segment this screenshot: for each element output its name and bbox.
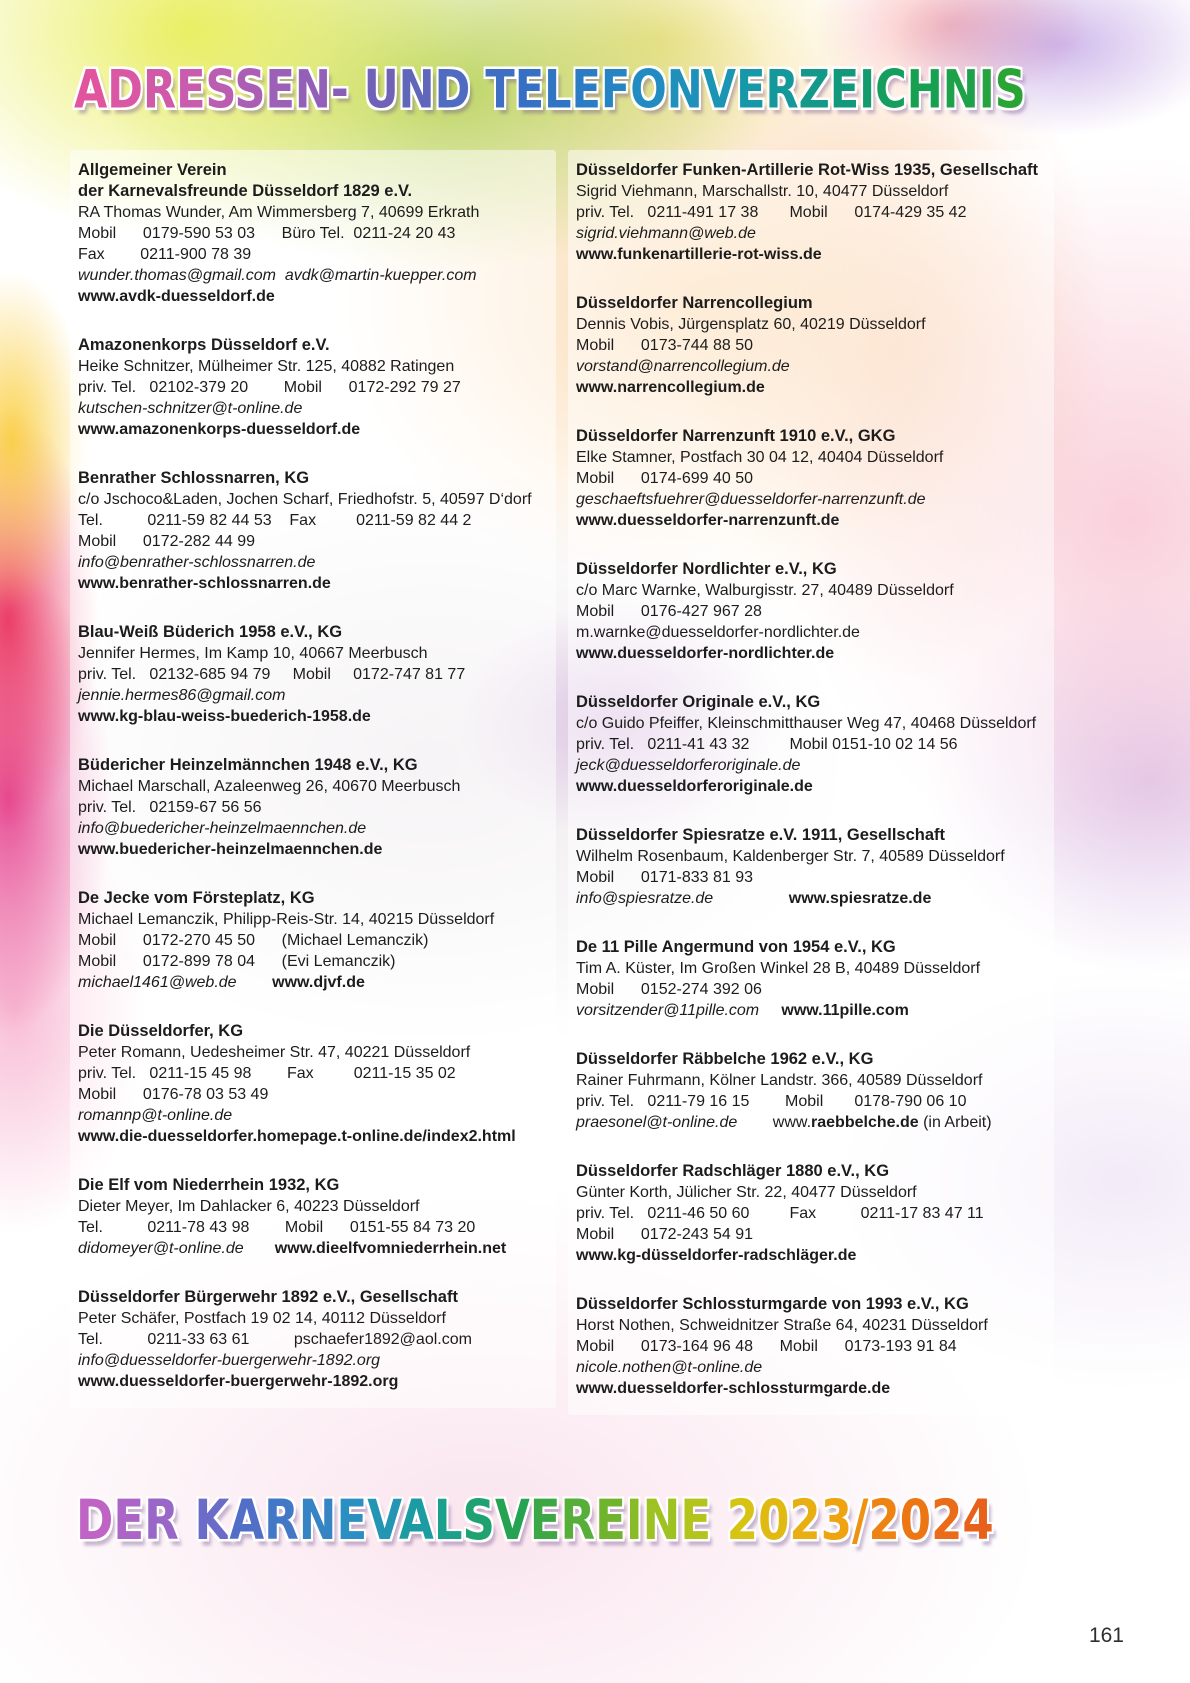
entry-line <box>576 223 1046 244</box>
entry-line-segment: Mobil 0179-590 53 03 Büro Tel. 0211-24 20 43 <box>78 225 456 242</box>
directory-entry <box>576 160 1046 265</box>
entry-line <box>576 601 1046 622</box>
title-letter: R <box>144 1488 179 1553</box>
entry-line <box>78 244 548 265</box>
entry-name: Allgemeiner Verein <box>78 161 227 179</box>
entry-line <box>78 202 548 223</box>
entry-line-segment: vorsitzender@11pille.com <box>576 1002 760 1019</box>
title-letter: A <box>74 60 108 121</box>
directory-entry <box>576 825 1046 909</box>
entry-line <box>576 489 1046 510</box>
entry-line <box>78 930 548 951</box>
entry-line-segment: michael1461@web.de <box>78 974 237 991</box>
entry-line-segment: www.spiesratze.de <box>788 890 932 907</box>
entry-line <box>78 685 548 706</box>
entry-line <box>576 755 1046 776</box>
title-letter: E <box>514 60 545 121</box>
title-letter: N <box>398 60 435 121</box>
entry-line <box>78 1238 548 1259</box>
entry-line <box>576 580 1046 601</box>
entry-name: Düsseldorfer Nordlichter e.V., KG <box>576 560 837 578</box>
directory-entry <box>78 1175 548 1259</box>
entry-line <box>78 398 548 419</box>
entry-line-segment: kutschen-schnitzer@t-online.de <box>78 400 303 417</box>
entry-line <box>78 1329 548 1350</box>
directory-entry <box>576 426 1046 531</box>
title-letter: V <box>494 1488 530 1553</box>
entry-line <box>576 1357 1046 1378</box>
entry-line-segment: www.duesseldorfer-narrenzunft.de <box>576 512 840 529</box>
title-letter: E <box>336 1488 368 1553</box>
entry-line-segment: info@spiesratze.de <box>576 890 714 907</box>
title-letter: 2 <box>789 1488 821 1553</box>
directory-columns <box>70 150 1054 1415</box>
entry-line-segment: www.narrencollegium.de <box>576 379 765 396</box>
title-letter: R <box>142 60 177 121</box>
entry-line-segment <box>244 1240 275 1257</box>
title-letter: 4 <box>962 1488 994 1553</box>
title-letter: L <box>544 60 572 121</box>
entry-line <box>78 1126 548 1147</box>
entry-line-segment: Mobil 0172-243 54 91 <box>576 1226 754 1243</box>
entry-line <box>78 419 548 440</box>
title-letter: D <box>107 60 143 121</box>
title-letter: Z <box>798 60 830 121</box>
title-letter: V <box>367 1488 399 1553</box>
entry-line-segment: sigrid.viehmann@web.de <box>576 225 756 242</box>
entry-line-segment: Peter Schäfer, Postfach 19 02 14, 40112 Düsseldorf <box>78 1310 446 1327</box>
entry-line-segment: www.duesseldorfer-nordlichter.de <box>576 645 835 662</box>
entry-line-segment: RA Thomas Wunder, Am Wimmersberg 7, 40699 Erkrath <box>78 204 480 221</box>
entry-line-segment: romannp@t-online.de <box>78 1107 233 1124</box>
entry-line-segment: Heike Schnitzer, Mülheimer Str. 125, 40882 Ratingen <box>78 358 455 375</box>
entry-line-segment: priv. Tel. 02132-685 94 79 Mobil 0172-747 81 77 <box>78 666 466 683</box>
directory-column-left <box>70 150 556 1408</box>
entry-line-segment: Elke Stamner, Postfach 30 04 12, 40404 Düsseldorf <box>576 449 944 466</box>
entry-line <box>78 776 548 797</box>
title-letter: S <box>205 60 235 121</box>
entry-line-segment: www.amazonenkorps-duesseldorf.de <box>78 421 361 438</box>
page-subtitle <box>76 1488 994 1553</box>
entry-line-segment: priv. Tel. 0211-15 45 98 Fax 0211-15 35 02 <box>78 1065 456 1082</box>
entry-line-segment: www.dieelfvomniederrhein.net <box>274 1240 507 1257</box>
title-letter: C <box>875 60 907 121</box>
entry-line-segment: www.kg-blau-weiss-buederich-1958.de <box>78 708 371 725</box>
entry-line <box>576 1203 1046 1224</box>
entry-line <box>576 510 1046 531</box>
entry-line <box>78 286 548 307</box>
title-letter: A <box>229 1488 265 1553</box>
title-letter: 3 <box>820 1488 853 1553</box>
entry-line-segment: www.kg-düsseldorfer-radschläger.de <box>576 1247 857 1264</box>
title-letter <box>470 60 485 121</box>
entry-line-segment: info@duesseldorfer-buergerwehr-1892.org <box>78 1352 381 1369</box>
entry-line <box>78 972 548 993</box>
entry-line-segment: Dieter Meyer, Im Dahlacker 6, 40223 Düsseldorf <box>78 1198 420 1215</box>
directory-entry <box>78 1021 548 1147</box>
entry-line <box>576 1070 1046 1091</box>
entry-name: Benrather Schlossnarren, KG <box>78 469 310 487</box>
title-letter: E <box>265 60 295 121</box>
page-number: 161 <box>1088 1624 1124 1647</box>
title-letter: E <box>736 60 766 121</box>
entry-line <box>78 818 548 839</box>
entry-line <box>576 202 1046 223</box>
entry-name: der Karnevalsfreunde Düsseldorf 1829 e.V. <box>78 182 413 200</box>
entry-line <box>78 265 548 286</box>
directory-entry <box>78 468 548 594</box>
entry-line-segment <box>237 974 273 991</box>
entry-line-segment: Sigrid Viehmann, Marschallstr. 10, 40477 Düsseldorf <box>576 183 949 200</box>
entry-line-segment: raebbelche.de <box>811 1114 919 1131</box>
entry-name: Die Düsseldorfer, KG <box>78 1022 244 1040</box>
title-letter: F <box>600 60 631 121</box>
title-letter: E <box>571 60 601 121</box>
entry-line-segment <box>759 1002 781 1019</box>
title-letter: R <box>264 1488 299 1553</box>
title-letter: R <box>765 60 799 121</box>
entry-line-segment: Mobil 0174-699 40 50 <box>576 470 754 487</box>
directory-entry <box>576 559 1046 664</box>
entry-line <box>576 181 1046 202</box>
entry-line-segment: jeck@duesseldorferoriginale.de <box>576 757 801 774</box>
title-letter: N <box>642 1488 681 1553</box>
title-letter: N <box>294 60 331 121</box>
entry-line-segment: m.warnke@duesseldorfer-nordlichter.de <box>576 624 860 641</box>
title-letter: 2 <box>726 1488 759 1553</box>
entry-line <box>78 797 548 818</box>
entry-line-segment: Horst Nothen, Schweidnitzer Straße 64, 40231 Düsseldorf <box>576 1317 988 1334</box>
entry-line <box>576 1315 1046 1336</box>
page-title <box>74 60 1026 121</box>
title-letter: N <box>942 60 979 121</box>
entry-line-segment: www.11pille.com <box>781 1002 909 1019</box>
entry-line-segment: www. <box>737 1114 812 1131</box>
entry-line-segment: Mobil 0172-270 45 50 (Michael Lemanczik) <box>78 932 429 949</box>
entry-line <box>78 643 548 664</box>
title-letter: N <box>298 1488 337 1553</box>
title-letter: E <box>113 1488 145 1553</box>
entry-line <box>576 335 1046 356</box>
title-letter: K <box>194 1488 230 1553</box>
entry-line-segment: www.duesseldorfer-schlossturmgarde.de <box>576 1380 891 1397</box>
title-letter: E <box>529 1488 561 1553</box>
entry-line-segment: Rainer Fuhrmann, Kölner Landstr. 366, 40589 Düsseldorf <box>576 1072 983 1089</box>
directory-entry <box>576 937 1046 1021</box>
entry-line <box>576 734 1046 755</box>
entry-line-segment: Mobil 0173-744 88 50 <box>576 337 754 354</box>
entry-line-segment: (in Arbeit) <box>918 1114 992 1131</box>
title-letter: I <box>625 1488 643 1553</box>
title-letter: L <box>433 1488 463 1553</box>
entry-name: De 11 Pille Angermund von 1954 e.V., KG <box>576 938 896 956</box>
entry-line-segment: priv. Tel. 0211-491 17 38 Mobil 0174-429 35 42 <box>576 204 967 221</box>
title-letter: 2 <box>931 1488 963 1553</box>
title-letter <box>349 60 364 121</box>
directory-entry <box>576 1294 1046 1399</box>
title-letter: V <box>702 60 737 121</box>
entry-line <box>78 1042 548 1063</box>
entry-line-segment: Günter Korth, Jülicher Str. 22, 40477 Düsseldorf <box>576 1184 917 1201</box>
entry-line-segment: www.die-duesseldorfer.homepage.t-online.de/index2.html <box>78 1128 516 1145</box>
entry-line-segment: Wilhelm Rosenbaum, Kaldenberger Str. 7, 40589 Düsseldorf <box>576 848 1005 865</box>
entry-line <box>78 1371 548 1392</box>
title-letter: U <box>363 60 399 121</box>
entry-line-segment: Mobil 0172-899 78 04 (Evi Lemanczik) <box>78 953 396 970</box>
entry-line <box>576 377 1046 398</box>
entry-line-segment: Michael Marschall, Azaleenweg 26, 40670 Meerbusch <box>78 778 461 795</box>
title-letter: E <box>680 1488 712 1553</box>
entry-name: Die Elf vom Niederrhein 1932, KG <box>78 1176 340 1194</box>
entry-line-segment: www.funkenartillerie-rot-wiss.de <box>576 246 822 263</box>
directory-column-right <box>568 150 1054 1415</box>
entry-line-segment: Fax 0211-900 78 39 <box>78 246 252 263</box>
entry-line <box>576 888 1046 909</box>
entry-line <box>78 552 548 573</box>
entry-line-segment: www.avdk-duesseldorf.de <box>78 288 275 305</box>
directory-entry <box>576 293 1046 398</box>
entry-line <box>78 664 548 685</box>
entry-line-segment: Tel. 0211-59 82 44 53 Fax 0211-59 82 44 2 <box>78 512 472 529</box>
entry-line-segment: geschaeftsfuehrer@duesseldorfer-narrenzunft.de <box>576 491 926 508</box>
directory-entry <box>78 622 548 727</box>
entry-line <box>78 1350 548 1371</box>
entry-line <box>78 223 548 244</box>
entry-line-segment: www.buedericher-heinzelmaennchen.de <box>78 841 383 858</box>
entry-name: Düsseldorfer Radschläger 1880 e.V., KG <box>576 1162 890 1180</box>
title-letter: S <box>462 1488 495 1553</box>
entry-line-segment: priv. Tel. 02159-67 56 56 <box>78 799 262 816</box>
entry-line <box>78 573 548 594</box>
entry-line <box>576 979 1046 1000</box>
entry-line <box>576 1182 1046 1203</box>
entry-name: Düsseldorfer Schlossturmgarde von 1993 e.V., KG <box>576 1295 969 1313</box>
entry-line-segment: c/o Marc Warnke, Walburgisstr. 27, 40489 Düsseldorf <box>576 582 954 599</box>
entry-name: Düsseldorfer Funken-Artillerie Rot-Wiss 1935, Gesellschaft <box>576 161 1038 179</box>
entry-name: De Jecke vom Försteplatz, KG <box>78 889 315 907</box>
entry-name: Amazonenkorps Düsseldorf e.V. <box>78 336 330 354</box>
entry-line <box>78 1196 548 1217</box>
entry-line <box>78 839 548 860</box>
entry-line <box>576 958 1046 979</box>
entry-line <box>576 244 1046 265</box>
entry-line <box>78 510 548 531</box>
entry-name: Düsseldorfer Spiesratze e.V. 1911, Gesellschaft <box>576 826 946 844</box>
entry-line-segment: Tel. 0211-78 43 98 Mobil 0151-55 84 73 20 <box>78 1219 476 1236</box>
entry-line-segment: Mobil 0176-78 03 53 49 <box>78 1086 269 1103</box>
entry-name: Büdericher Heinzelmännchen 1948 e.V., KG <box>78 756 418 774</box>
entry-line <box>576 643 1046 664</box>
entry-line <box>78 1308 548 1329</box>
entry-line-segment: Jennifer Hermes, Im Kamp 10, 40667 Meerbusch <box>78 645 428 662</box>
directory-entry <box>576 1161 1046 1266</box>
title-letter: S <box>234 60 266 121</box>
entry-line <box>576 447 1046 468</box>
title-letter: E <box>829 60 860 121</box>
entry-line <box>78 377 548 398</box>
entry-line-segment: didomeyer@t-online.de <box>78 1240 244 1257</box>
entry-line <box>576 622 1046 643</box>
entry-line <box>576 314 1046 335</box>
entry-line-segment: priv. Tel. 0211-41 43 32 Mobil 0151-10 02 14 56 <box>576 736 958 753</box>
title-letter: O <box>630 60 667 121</box>
entry-line <box>576 356 1046 377</box>
entry-name: Düsseldorfer Räbbelche 1962 e.V., KG <box>576 1050 874 1068</box>
entry-line-segment: www.benrather-schlossnarren.de <box>78 575 331 592</box>
entry-line-segment: c/o Guido Pfeiffer, Kleinschmitthauser Weg 47, 40468 Düsseldorf <box>576 715 1037 732</box>
title-letter: E <box>595 1488 626 1553</box>
entry-line-segment: priv. Tel. 02102-379 20 Mobil 0172-292 79 27 <box>78 379 461 396</box>
title-letter: H <box>906 60 943 121</box>
title-letter: 2 <box>868 1488 900 1553</box>
title-letter: / <box>852 1488 869 1553</box>
entry-line <box>576 846 1046 867</box>
directory-entry <box>78 160 548 307</box>
entry-line-segment: priv. Tel. 0211-79 16 15 Mobil 0178-790 06 10 <box>576 1093 967 1110</box>
entry-line-segment: Michael Lemanczik, Philipp-Reis-Str. 14, 40215 Düsseldorf <box>78 911 495 928</box>
title-letter: S <box>994 60 1026 121</box>
entry-line <box>576 867 1046 888</box>
entry-line-segment: praesonel@t-online.de <box>576 1114 738 1131</box>
entry-line-segment: www.duesseldorferoriginale.de <box>576 778 813 795</box>
title-letter: 0 <box>899 1488 932 1553</box>
entry-line <box>576 1091 1046 1112</box>
entry-line <box>576 1000 1046 1021</box>
entry-line <box>78 951 548 972</box>
entry-line <box>576 1224 1046 1245</box>
entry-line-segment: www.duesseldorfer-buergerwehr-1892.org <box>78 1373 399 1390</box>
entry-line-segment: Mobil 0176-427 967 28 <box>576 603 762 620</box>
entry-line-segment: Peter Romann, Uedesheimer Str. 47, 40221 Düsseldorf <box>78 1044 471 1061</box>
title-letter: D <box>434 60 471 121</box>
entry-line-segment: wunder.thomas@gmail.com avdk@martin-kuepper.com <box>78 267 477 284</box>
entry-line-segment: Mobil 0171-833 81 93 <box>576 869 754 886</box>
entry-line <box>576 1336 1046 1357</box>
entry-line <box>78 1105 548 1126</box>
entry-line-segment: Dennis Vobis, Jürgensplatz 60, 40219 Düsseldorf <box>576 316 926 333</box>
entry-line-segment: www.djvf.de <box>272 974 365 991</box>
entry-name: Düsseldorfer Narrenzunft 1910 e.V., GKG <box>576 427 896 445</box>
entry-name: Düsseldorfer Bürgerwehr 1892 e.V., Gesellschaft <box>78 1288 458 1306</box>
title-letter: I <box>859 60 876 121</box>
entry-line-segment: Mobil 0173-164 96 48 Mobil 0173-193 91 84 <box>576 1338 957 1355</box>
entry-line-segment <box>713 890 789 907</box>
directory-entry <box>576 692 1046 797</box>
entry-line-segment: priv. Tel. 0211-46 50 60 Fax 0211-17 83 47 11 <box>576 1205 984 1222</box>
entry-line <box>78 1217 548 1238</box>
title-letter <box>179 1488 195 1553</box>
entry-line <box>576 1378 1046 1399</box>
entry-line-segment: Mobil 0152-274 392 06 <box>576 981 762 998</box>
title-letter: - <box>330 60 349 121</box>
entry-line <box>78 356 548 377</box>
title-letter: E <box>176 60 206 121</box>
title-letter <box>711 1488 727 1553</box>
entry-line-segment: vorstand@narrencollegium.de <box>576 358 790 375</box>
directory-entry <box>78 335 548 440</box>
entry-line <box>576 1245 1046 1266</box>
title-letter: 0 <box>758 1488 790 1553</box>
entry-line <box>78 1084 548 1105</box>
title-letter: D <box>76 1488 114 1553</box>
entry-line-segment: c/o Jschoco&Laden, Jochen Scharf, Friedhofstr. 5, 40597 D‘dorf <box>78 491 532 508</box>
entry-line <box>78 489 548 510</box>
directory-entry <box>78 888 548 993</box>
entry-line-segment: info@buedericher-heinzelmaennchen.de <box>78 820 367 837</box>
entry-name: Blau-Weiß Büderich 1958 e.V., KG <box>78 623 343 641</box>
title-letter: I <box>978 60 995 121</box>
entry-line <box>576 776 1046 797</box>
title-letter: T <box>485 60 515 121</box>
entry-line-segment: info@benrather-schlossnarren.de <box>78 554 316 571</box>
entry-line-segment: Mobil 0172-282 44 99 <box>78 533 256 550</box>
directory-entry <box>78 1287 548 1392</box>
entry-line <box>78 706 548 727</box>
entry-line <box>576 1112 1046 1133</box>
entry-line <box>78 909 548 930</box>
entry-name: Düsseldorfer Originale e.V., KG <box>576 693 821 711</box>
title-letter: N <box>666 60 703 121</box>
directory-entry <box>78 755 548 860</box>
entry-name: Düsseldorfer Narrencollegium <box>576 294 813 312</box>
entry-line <box>78 1063 548 1084</box>
entry-line-segment: jennie.hermes86@gmail.com <box>78 687 286 704</box>
entry-line <box>576 468 1046 489</box>
entry-line-segment: nicole.nothen@t-online.de <box>576 1359 763 1376</box>
entry-line <box>78 531 548 552</box>
title-letter: A <box>399 1488 434 1553</box>
entry-line-segment: Tel. 0211-33 63 61 pschaefer1892@aol.com <box>78 1331 472 1348</box>
title-letter: R <box>560 1488 596 1553</box>
entry-line-segment: Tim A. Küster, Im Großen Winkel 28 B, 40489 Düsseldorf <box>576 960 981 977</box>
directory-entry <box>576 1049 1046 1133</box>
entry-line <box>576 713 1046 734</box>
